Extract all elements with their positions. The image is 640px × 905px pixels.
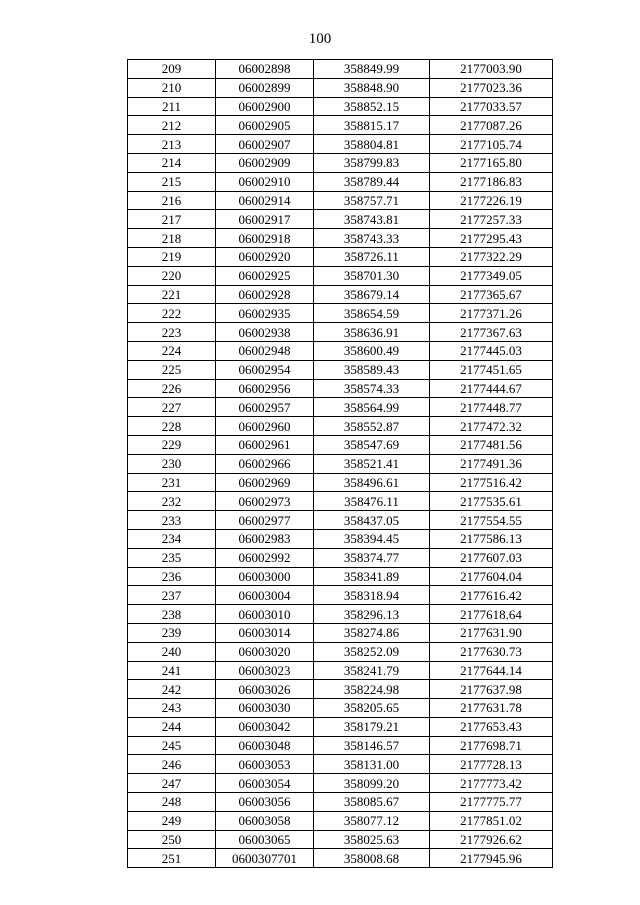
row-index-cell: 224	[128, 341, 216, 360]
table-row	[128, 623, 553, 642]
x-coordinate-cell: 358521.41	[314, 454, 430, 473]
x-coordinate-cell: 358008.68	[314, 849, 430, 868]
table-row	[128, 511, 553, 530]
point-id-cell: 06002910	[216, 172, 314, 191]
point-id-cell: 06002920	[216, 247, 314, 266]
x-coordinate-cell: 358205.65	[314, 699, 430, 718]
row-index-cell: 223	[128, 323, 216, 342]
x-coordinate-cell: 358654.59	[314, 304, 430, 323]
point-id-cell: 06002960	[216, 417, 314, 436]
point-id-cell: 06002983	[216, 529, 314, 548]
table-row	[128, 736, 553, 755]
coordinates-table	[127, 59, 553, 868]
table-row	[128, 811, 553, 830]
row-index-cell: 216	[128, 191, 216, 210]
y-coordinate-cell: 2177607.03	[430, 548, 553, 567]
row-index-cell: 230	[128, 454, 216, 473]
y-coordinate-cell: 2177451.65	[430, 360, 553, 379]
y-coordinate-cell: 2177586.13	[430, 529, 553, 548]
row-index-cell: 212	[128, 116, 216, 135]
y-coordinate-cell: 2177445.03	[430, 341, 553, 360]
x-coordinate-cell: 358179.21	[314, 717, 430, 736]
x-coordinate-cell: 358564.99	[314, 398, 430, 417]
x-coordinate-cell: 358547.69	[314, 435, 430, 454]
point-id-cell: 06002935	[216, 304, 314, 323]
y-coordinate-cell: 2177698.71	[430, 736, 553, 755]
x-coordinate-cell: 358224.98	[314, 680, 430, 699]
table-row	[128, 830, 553, 849]
row-index-cell: 250	[128, 830, 216, 849]
x-coordinate-cell: 358743.33	[314, 229, 430, 248]
x-coordinate-cell: 358241.79	[314, 661, 430, 680]
row-index-cell: 231	[128, 473, 216, 492]
row-index-cell: 240	[128, 642, 216, 661]
y-coordinate-cell: 2177472.32	[430, 417, 553, 436]
row-index-cell: 239	[128, 623, 216, 642]
y-coordinate-cell: 2177637.98	[430, 680, 553, 699]
y-coordinate-cell: 2177371.26	[430, 304, 553, 323]
table-row	[128, 191, 553, 210]
point-id-cell: 06002925	[216, 266, 314, 285]
x-coordinate-cell: 358589.43	[314, 360, 430, 379]
table-row	[128, 341, 553, 360]
row-index-cell: 247	[128, 774, 216, 793]
x-coordinate-cell: 358296.13	[314, 605, 430, 624]
x-coordinate-cell: 358077.12	[314, 811, 430, 830]
x-coordinate-cell: 358131.00	[314, 755, 430, 774]
y-coordinate-cell: 2177023.36	[430, 78, 553, 97]
x-coordinate-cell: 358318.94	[314, 586, 430, 605]
table-row	[128, 717, 553, 736]
y-coordinate-cell: 2177926.62	[430, 830, 553, 849]
table-row	[128, 473, 553, 492]
row-index-cell: 209	[128, 60, 216, 79]
y-coordinate-cell: 2177535.61	[430, 492, 553, 511]
table-row	[128, 229, 553, 248]
point-id-cell: 06002992	[216, 548, 314, 567]
table-row	[128, 379, 553, 398]
point-id-cell: 06003000	[216, 567, 314, 586]
y-coordinate-cell: 2177616.42	[430, 586, 553, 605]
y-coordinate-cell: 2177630.73	[430, 642, 553, 661]
x-coordinate-cell: 358804.81	[314, 135, 430, 154]
table-row	[128, 529, 553, 548]
x-coordinate-cell: 358852.15	[314, 97, 430, 116]
point-id-cell: 06002899	[216, 78, 314, 97]
y-coordinate-cell: 2177365.67	[430, 285, 553, 304]
table-row	[128, 661, 553, 680]
x-coordinate-cell: 358374.77	[314, 548, 430, 567]
row-index-cell: 210	[128, 78, 216, 97]
point-id-cell: 06003023	[216, 661, 314, 680]
x-coordinate-cell: 358252.09	[314, 642, 430, 661]
table-row	[128, 304, 553, 323]
point-id-cell: 06002900	[216, 97, 314, 116]
row-index-cell: 251	[128, 849, 216, 868]
point-id-cell: 06003048	[216, 736, 314, 755]
row-index-cell: 243	[128, 699, 216, 718]
point-id-cell: 06002966	[216, 454, 314, 473]
point-id-cell: 06002905	[216, 116, 314, 135]
point-id-cell: 06003030	[216, 699, 314, 718]
y-coordinate-cell: 2177653.43	[430, 717, 553, 736]
x-coordinate-cell: 358025.63	[314, 830, 430, 849]
row-index-cell: 244	[128, 717, 216, 736]
coordinates-table-body	[128, 60, 553, 868]
x-coordinate-cell: 358496.61	[314, 473, 430, 492]
row-index-cell: 222	[128, 304, 216, 323]
row-index-cell: 215	[128, 172, 216, 191]
row-index-cell: 235	[128, 548, 216, 567]
x-coordinate-cell: 358679.14	[314, 285, 430, 304]
x-coordinate-cell: 358815.17	[314, 116, 430, 135]
table-row	[128, 247, 553, 266]
point-id-cell: 06003054	[216, 774, 314, 793]
point-id-cell: 06003010	[216, 605, 314, 624]
row-index-cell: 249	[128, 811, 216, 830]
x-coordinate-cell: 358600.49	[314, 341, 430, 360]
y-coordinate-cell: 2177481.56	[430, 435, 553, 454]
y-coordinate-cell: 2177322.29	[430, 247, 553, 266]
row-index-cell: 248	[128, 793, 216, 812]
y-coordinate-cell: 2177631.90	[430, 623, 553, 642]
table-row	[128, 755, 553, 774]
y-coordinate-cell: 2177105.74	[430, 135, 553, 154]
table-row	[128, 417, 553, 436]
x-coordinate-cell: 358146.57	[314, 736, 430, 755]
point-id-cell: 06002957	[216, 398, 314, 417]
table-row	[128, 605, 553, 624]
table-row	[128, 266, 553, 285]
point-id-cell: 06002973	[216, 492, 314, 511]
y-coordinate-cell: 2177491.36	[430, 454, 553, 473]
x-coordinate-cell: 358099.20	[314, 774, 430, 793]
x-coordinate-cell: 358437.05	[314, 511, 430, 530]
point-id-cell: 06002938	[216, 323, 314, 342]
table-row	[128, 492, 553, 511]
row-index-cell: 226	[128, 379, 216, 398]
row-index-cell: 225	[128, 360, 216, 379]
row-index-cell: 214	[128, 153, 216, 172]
x-coordinate-cell: 358476.11	[314, 492, 430, 511]
point-id-cell: 06003058	[216, 811, 314, 830]
point-id-cell: 06002961	[216, 435, 314, 454]
y-coordinate-cell: 2177851.02	[430, 811, 553, 830]
y-coordinate-cell: 2177448.77	[430, 398, 553, 417]
row-index-cell: 217	[128, 210, 216, 229]
table-row	[128, 285, 553, 304]
x-coordinate-cell: 358848.90	[314, 78, 430, 97]
table-row	[128, 398, 553, 417]
point-id-cell: 06003014	[216, 623, 314, 642]
y-coordinate-cell: 2177087.26	[430, 116, 553, 135]
point-id-cell: 06002977	[216, 511, 314, 530]
y-coordinate-cell: 2177367.63	[430, 323, 553, 342]
row-index-cell: 234	[128, 529, 216, 548]
x-coordinate-cell: 358743.81	[314, 210, 430, 229]
row-index-cell: 213	[128, 135, 216, 154]
point-id-cell: 06003042	[216, 717, 314, 736]
y-coordinate-cell: 2177618.64	[430, 605, 553, 624]
x-coordinate-cell: 358394.45	[314, 529, 430, 548]
point-id-cell: 06003053	[216, 755, 314, 774]
x-coordinate-cell: 358789.44	[314, 172, 430, 191]
y-coordinate-cell: 2177349.05	[430, 266, 553, 285]
row-index-cell: 221	[128, 285, 216, 304]
y-coordinate-cell: 2177033.57	[430, 97, 553, 116]
point-id-cell: 06002909	[216, 153, 314, 172]
y-coordinate-cell: 2177773.42	[430, 774, 553, 793]
row-index-cell: 242	[128, 680, 216, 699]
table-row	[128, 153, 553, 172]
row-index-cell: 227	[128, 398, 216, 417]
y-coordinate-cell: 2177945.96	[430, 849, 553, 868]
y-coordinate-cell: 2177631.78	[430, 699, 553, 718]
row-index-cell: 220	[128, 266, 216, 285]
table-row	[128, 699, 553, 718]
table-row	[128, 642, 553, 661]
point-id-cell: 06002917	[216, 210, 314, 229]
row-index-cell: 211	[128, 97, 216, 116]
x-coordinate-cell: 358849.99	[314, 60, 430, 79]
y-coordinate-cell: 2177516.42	[430, 473, 553, 492]
table-row	[128, 567, 553, 586]
y-coordinate-cell: 2177554.55	[430, 511, 553, 530]
row-index-cell: 228	[128, 417, 216, 436]
point-id-cell: 06002918	[216, 229, 314, 248]
y-coordinate-cell: 2177295.43	[430, 229, 553, 248]
point-id-cell: 06002954	[216, 360, 314, 379]
table-row	[128, 135, 553, 154]
y-coordinate-cell: 2177165.80	[430, 153, 553, 172]
y-coordinate-cell: 2177644.14	[430, 661, 553, 680]
table-row	[128, 774, 553, 793]
point-id-cell: 06003056	[216, 793, 314, 812]
y-coordinate-cell: 2177444.67	[430, 379, 553, 398]
table-row	[128, 586, 553, 605]
x-coordinate-cell: 358636.91	[314, 323, 430, 342]
point-id-cell: 06002956	[216, 379, 314, 398]
y-coordinate-cell: 2177226.19	[430, 191, 553, 210]
table-row	[128, 680, 553, 699]
x-coordinate-cell: 358085.67	[314, 793, 430, 812]
table-row	[128, 60, 553, 79]
point-id-cell: 06002907	[216, 135, 314, 154]
row-index-cell: 229	[128, 435, 216, 454]
point-id-cell: 06003020	[216, 642, 314, 661]
row-index-cell: 241	[128, 661, 216, 680]
table-row	[128, 548, 553, 567]
row-index-cell: 233	[128, 511, 216, 530]
row-index-cell: 236	[128, 567, 216, 586]
point-id-cell: 06002914	[216, 191, 314, 210]
x-coordinate-cell: 358701.30	[314, 266, 430, 285]
row-index-cell: 245	[128, 736, 216, 755]
y-coordinate-cell: 2177728.13	[430, 755, 553, 774]
row-index-cell: 218	[128, 229, 216, 248]
x-coordinate-cell: 358726.11	[314, 247, 430, 266]
y-coordinate-cell: 2177604.04	[430, 567, 553, 586]
x-coordinate-cell: 358274.86	[314, 623, 430, 642]
x-coordinate-cell: 358552.87	[314, 417, 430, 436]
point-id-cell: 06003065	[216, 830, 314, 849]
point-id-cell: 06002898	[216, 60, 314, 79]
point-id-cell: 06002969	[216, 473, 314, 492]
row-index-cell: 237	[128, 586, 216, 605]
row-index-cell: 246	[128, 755, 216, 774]
table-row	[128, 435, 553, 454]
page-number: 100	[308, 31, 332, 47]
point-id-cell: 06002928	[216, 285, 314, 304]
y-coordinate-cell: 2177186.83	[430, 172, 553, 191]
y-coordinate-cell: 2177775.77	[430, 793, 553, 812]
table-row	[128, 210, 553, 229]
point-id-cell: 06002948	[216, 341, 314, 360]
table-row	[128, 172, 553, 191]
table-row	[128, 97, 553, 116]
y-coordinate-cell: 2177257.33	[430, 210, 553, 229]
point-id-cell: 0600307701	[216, 849, 314, 868]
row-index-cell: 238	[128, 605, 216, 624]
table-row	[128, 793, 553, 812]
row-index-cell: 232	[128, 492, 216, 511]
x-coordinate-cell: 358757.71	[314, 191, 430, 210]
table-row	[128, 116, 553, 135]
table-row	[128, 78, 553, 97]
row-index-cell: 219	[128, 247, 216, 266]
point-id-cell: 06003026	[216, 680, 314, 699]
x-coordinate-cell: 358574.33	[314, 379, 430, 398]
point-id-cell: 06003004	[216, 586, 314, 605]
table-row	[128, 360, 553, 379]
table-row	[128, 454, 553, 473]
table-row	[128, 849, 553, 868]
y-coordinate-cell: 2177003.90	[430, 60, 553, 79]
table-row	[128, 323, 553, 342]
x-coordinate-cell: 358799.83	[314, 153, 430, 172]
x-coordinate-cell: 358341.89	[314, 567, 430, 586]
